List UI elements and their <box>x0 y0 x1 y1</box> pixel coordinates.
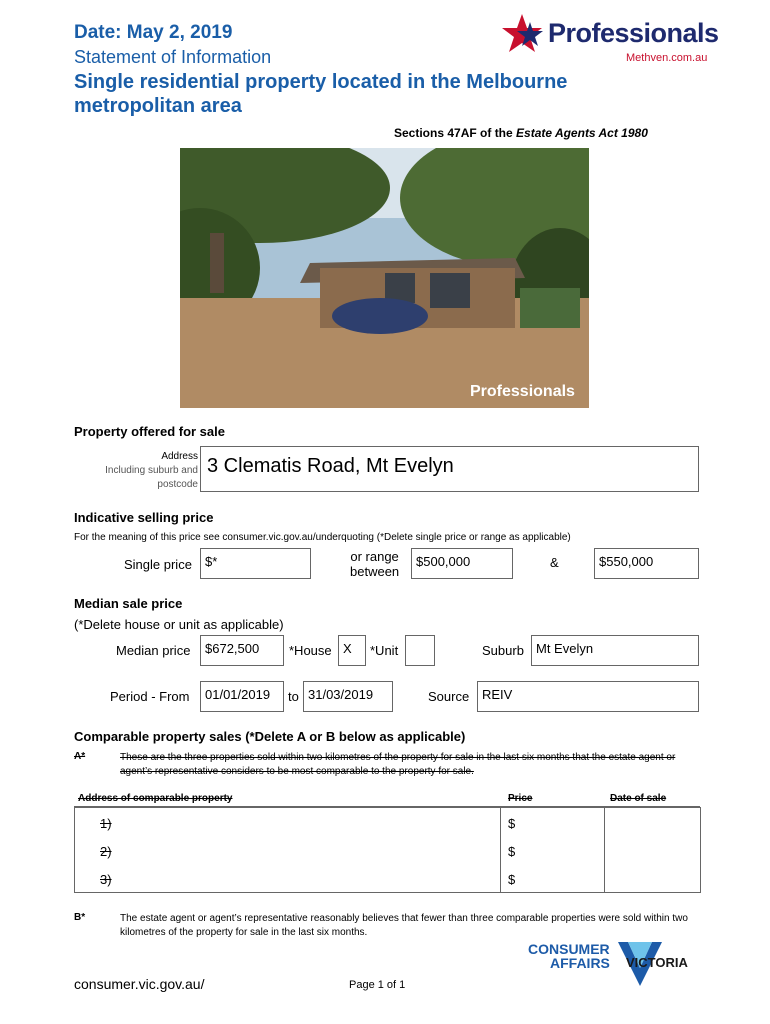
range-ampersand: & <box>550 555 559 570</box>
professionals-logo <box>502 12 722 68</box>
unit-label: *Unit <box>370 643 399 658</box>
median-price-label: Median price <box>116 643 191 658</box>
option-b-marker: B* <box>74 912 86 923</box>
table-row-1-price[interactable]: $ <box>508 816 516 831</box>
table-row-1-num: 1) <box>100 816 112 831</box>
document-subtitle: Statement of Information <box>74 47 272 67</box>
range-label-line1: or range <box>350 549 399 564</box>
suburb-field[interactable]: Mt Evelyn <box>531 635 699 666</box>
range-high-field[interactable]: $550,000 <box>594 548 699 579</box>
period-to-field[interactable]: 31/03/2019 <box>303 681 393 712</box>
address-label <box>74 450 198 492</box>
logo-url: Methven.com.au <box>626 52 708 64</box>
col-address-header: Address of comparable property <box>78 793 233 804</box>
suburb-label: Suburb <box>482 643 524 658</box>
table-col-divider-2 <box>604 807 605 893</box>
period-from-label: Period - From <box>110 689 190 704</box>
table-row-3-price[interactable]: $ <box>508 872 516 887</box>
ca-line3: VICTORIA <box>626 955 688 970</box>
period-from-field[interactable]: 01/01/2019 <box>200 681 284 712</box>
col-date-header: Date of sale <box>610 793 667 804</box>
property-photo <box>180 148 589 408</box>
source-label: Source <box>428 689 470 704</box>
table-col-divider-1 <box>500 807 501 893</box>
page-number: Page 1 of 1 <box>349 979 406 991</box>
sections-prefix: Sections 47AF of the <box>394 126 517 140</box>
range-label <box>350 549 399 579</box>
house-label: *House <box>289 643 332 658</box>
consumer-affairs-victoria-logo <box>528 942 703 992</box>
statement-date: Date: May 2, 2019 <box>74 22 233 43</box>
range-label-line2: between <box>350 564 400 579</box>
document-title: Single residential property located in the Melbourne metropolitan area <box>74 71 568 117</box>
range-low-field[interactable]: $500,000 <box>411 548 513 579</box>
property-heading: Property offered for sale <box>74 424 225 439</box>
option-b-text: The estate agent or agent’s representative reasonably believes that fewer than three comparable properties were sold within two kilometres of the property for sale in the last six months. <box>120 913 688 938</box>
address-label-line3: postcode <box>157 479 198 490</box>
option-a-marker: A* <box>74 751 86 762</box>
table-row-2-num: 2) <box>100 844 112 859</box>
house-checkbox[interactable]: X <box>338 635 366 666</box>
logo-wordmark: Professionals <box>548 18 719 48</box>
footer-url[interactable]: consumer.vic.gov.au/ <box>74 976 205 992</box>
table-row-3-num: 3) <box>100 872 112 887</box>
comparable-heading: Comparable property sales (*Delete A or B below as applicable) <box>74 729 466 744</box>
indicative-note: For the meaning of this price see consumer.vic.gov.au/underquoting (*Delete single price or range as applicable) <box>74 532 571 543</box>
ca-line2: AFFAIRS <box>550 955 610 971</box>
address-field[interactable]: 3 Clematis Road, Mt Evelyn <box>200 446 699 492</box>
star-logo-icon <box>502 12 548 56</box>
single-price-label: Single price <box>124 557 192 572</box>
source-field[interactable]: REIV <box>477 681 699 712</box>
col-price-header: Price <box>508 793 533 804</box>
sections-reference <box>394 126 648 140</box>
house-photo-illustration <box>180 148 589 408</box>
indicative-heading: Indicative selling price <box>74 510 214 525</box>
single-price-field[interactable]: $* <box>200 548 311 579</box>
median-note: (*Delete house or unit as applicable) <box>74 617 284 632</box>
ca-line1: CONSUMER <box>528 941 610 957</box>
median-price-field[interactable]: $672,500 <box>200 635 284 666</box>
median-heading: Median sale price <box>74 596 183 611</box>
comparable-table <box>74 807 701 893</box>
option-a-text: These are the three properties sold within two kilometres of the property for sale in the last six months that the estate agent or agent’s representative considers to be most comparable to the property for sale. <box>120 752 676 777</box>
address-label-line2: Including suburb and <box>105 465 198 476</box>
act-name: Estate Agents Act 1980 <box>516 126 648 140</box>
unit-checkbox[interactable] <box>405 635 435 666</box>
address-label-line1: Address <box>161 451 198 462</box>
table-row-2-price[interactable]: $ <box>508 844 516 859</box>
period-to-label: to <box>288 689 299 704</box>
photo-watermark: Professionals <box>470 383 575 400</box>
